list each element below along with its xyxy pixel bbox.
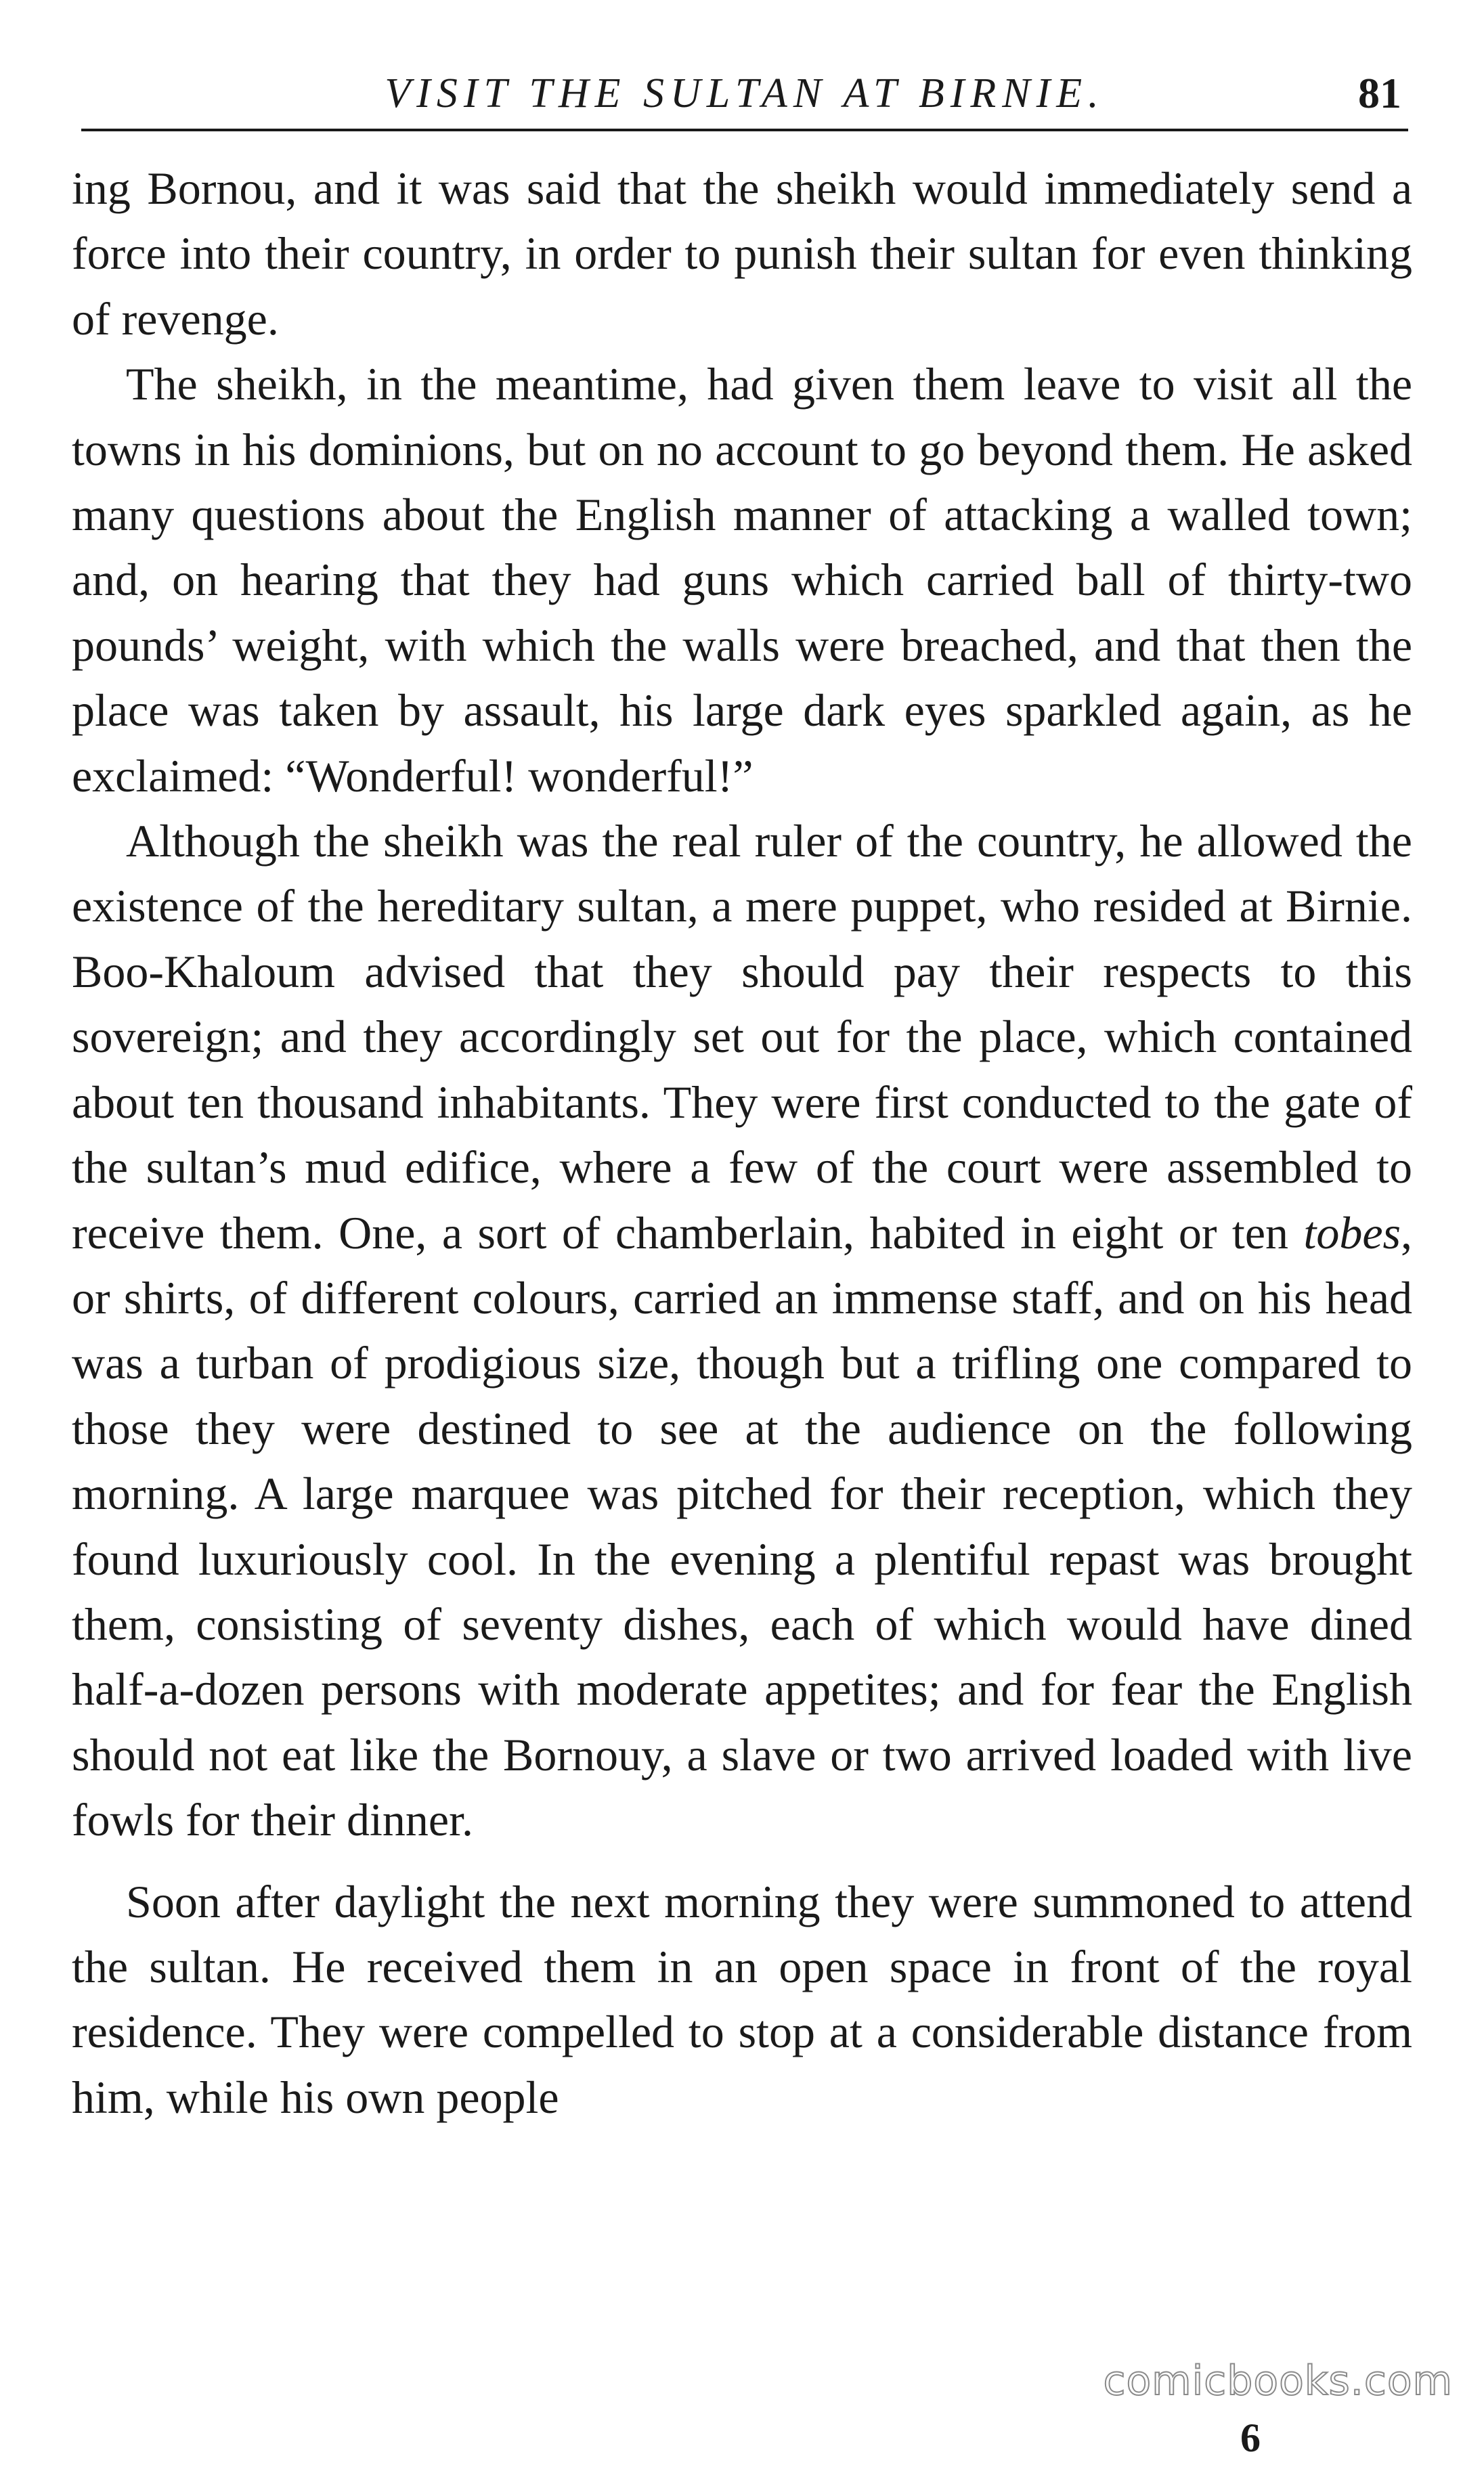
paragraph-continuation: ing Bornou, and it was said that the sheikh would immediately send a force into their country, in order to punish their sultan for even thinking of revenge. <box>72 162 1412 345</box>
paragraph-sultan-birnie <box>72 808 1412 1853</box>
paragraph-sheikh-questions: The sheikh, in the meantime, had given them leave to visit all the towns in his dominions, but on no account to go beyond them. He asked many questions about the English manner of attacking a walled town; and, on hearing that they had guns which carried ball of thirty-two pounds’ weight, with which the walls were breached, and that then the place was taken by assault, his large dark eyes sparkled again, as he exclaimed: “Wonderful! wonderful!” <box>72 358 1412 802</box>
signature-mark: 6 <box>1240 2415 1261 2460</box>
watermark-logo: comicbooks.com <box>1103 2357 1453 2405</box>
running-title: VISIT THE SULTAN AT BIRNIE. <box>385 70 1105 116</box>
paragraph-text: , or shirts, of different colours, carried an immense staff, and on his head was a turban of prodigious size, though but a trifling one compared to those they were destined to see at the audience on the following morning. A large marquee was pitched for their reception, which they found luxuriously cool. In the evening a plentiful repast was brought them, consisting of seventy dishes, each of which would have dined half-a-dozen persons with moderate appetites; and for fear the English should not eat like the Bornouy, a slave or two arrived loaded with live fowls for their dinner. <box>72 1206 1413 1846</box>
italic-term: tobes <box>1303 1206 1401 1259</box>
body-text <box>72 156 1412 2130</box>
page-number: 81 <box>1358 69 1401 117</box>
paragraph-text: Although the sheikh was the real ruler of the country, he allowed the existence of the hereditary sultan, a mere puppet, who resided at Birnie. Boo-Khaloum advised that they should pay their respects to this sovereign; and they accordingly set out for the place, which contained about ten thousand inhabitants. They were first conducted to the gate of the sultan’s mud edifice, where a few of the court were assembled to receive them. One, a sort of chamberlain, habited in eight or ten <box>72 815 1412 1259</box>
running-header <box>81 65 1408 122</box>
paragraph-audience: Soon after daylight the next morning they were summoned to attend the sultan. He received them in an open space in front of the royal residence. They were compelled to stop at a considerable distance from him, while his own people <box>72 1875 1412 2123</box>
header-rule <box>81 129 1408 131</box>
